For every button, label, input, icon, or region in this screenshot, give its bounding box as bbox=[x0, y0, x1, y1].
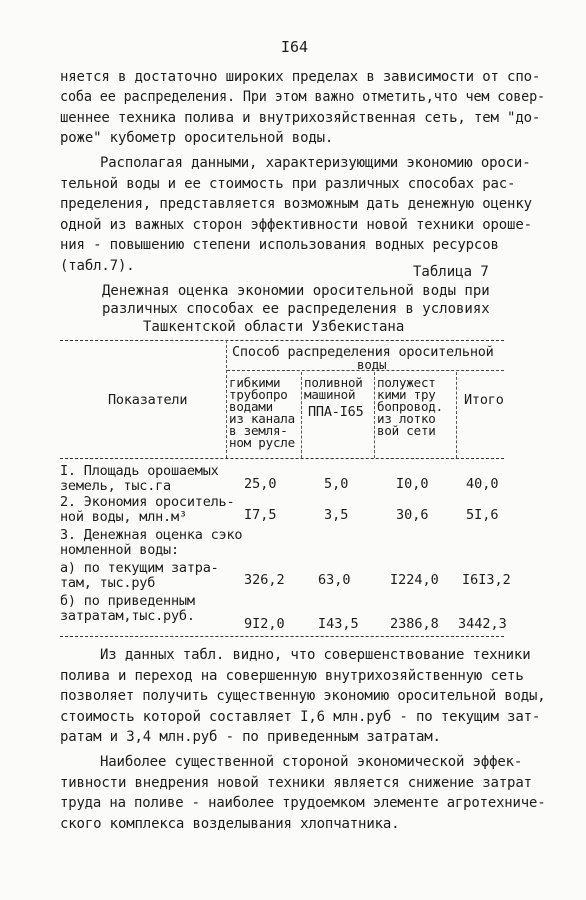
table-divider bbox=[301, 372, 302, 458]
col-header-indicators: Показатели bbox=[108, 392, 188, 408]
text-line: роже" кубометр оросительной воды. bbox=[60, 130, 334, 146]
text-line: позволяет получить существенную экономию оросительной воды, bbox=[60, 688, 546, 704]
text-line: тельной воды и ее стоимость при различных способах рас- bbox=[60, 176, 516, 192]
page-number: I64 bbox=[281, 38, 309, 56]
text-line: няется в достаточно широких пределах в зависимости от спо- bbox=[60, 69, 541, 85]
text-line: полива и переход на совершенную внутрихозяйственную сеть bbox=[60, 668, 524, 684]
text-line: соба ее распределения. При этом важно отметить,что чем совер- bbox=[60, 89, 546, 105]
text-line: стоимость которой составляет I,6 млн.руб - по текущим зат- bbox=[60, 709, 541, 725]
table-divider bbox=[374, 372, 375, 458]
table-rule bbox=[60, 636, 504, 637]
table-rule bbox=[60, 458, 504, 459]
text-line: шеннее техника полива и внутрихозяйственная сеть, тем "до- bbox=[60, 110, 541, 126]
group-header: Способ распределения оросительной bbox=[232, 344, 494, 360]
text-line: (табл.7). bbox=[60, 258, 135, 274]
text-line: ратам и 3,4 млн.руб - по приведенным затратам. bbox=[60, 729, 441, 745]
group-header: воды bbox=[357, 357, 387, 372]
table-rule bbox=[60, 340, 504, 341]
table-caption: Денежная оценка экономии оросительной воды при bbox=[102, 283, 490, 299]
text-line: тивности внедрения новой техники является снижение затрат bbox=[60, 775, 532, 791]
table-divider bbox=[456, 372, 457, 458]
text-line: Располагая данными, характеризующими экономию ороси- bbox=[100, 155, 531, 171]
col-header-total: Итого bbox=[464, 392, 504, 408]
text-line: пределения, представляется возможным дать денежную оценку bbox=[60, 196, 532, 212]
table-label: Таблица 7 bbox=[413, 264, 489, 280]
text-line: Из данных табл. видно, что совершенствование техники bbox=[100, 647, 531, 663]
table-caption: Ташкентской области Узбекистана bbox=[143, 319, 405, 335]
text-line: труда на поливе - наиболее трудоемком элементе агротехниче- bbox=[60, 795, 546, 811]
text-line: Наиболее существенной стороной экономической эффек- bbox=[100, 754, 523, 770]
text-line: ского комплекса возделывания хлопчатника. bbox=[60, 816, 400, 832]
text-line: ния - повышению степени использования водных ресурсов bbox=[60, 237, 499, 253]
table-caption: различных способах ее распределения в условиях bbox=[102, 301, 490, 317]
table-divider bbox=[226, 340, 227, 458]
text-line: одной из важных сторон эффективности новой техники ороше- bbox=[60, 217, 532, 233]
